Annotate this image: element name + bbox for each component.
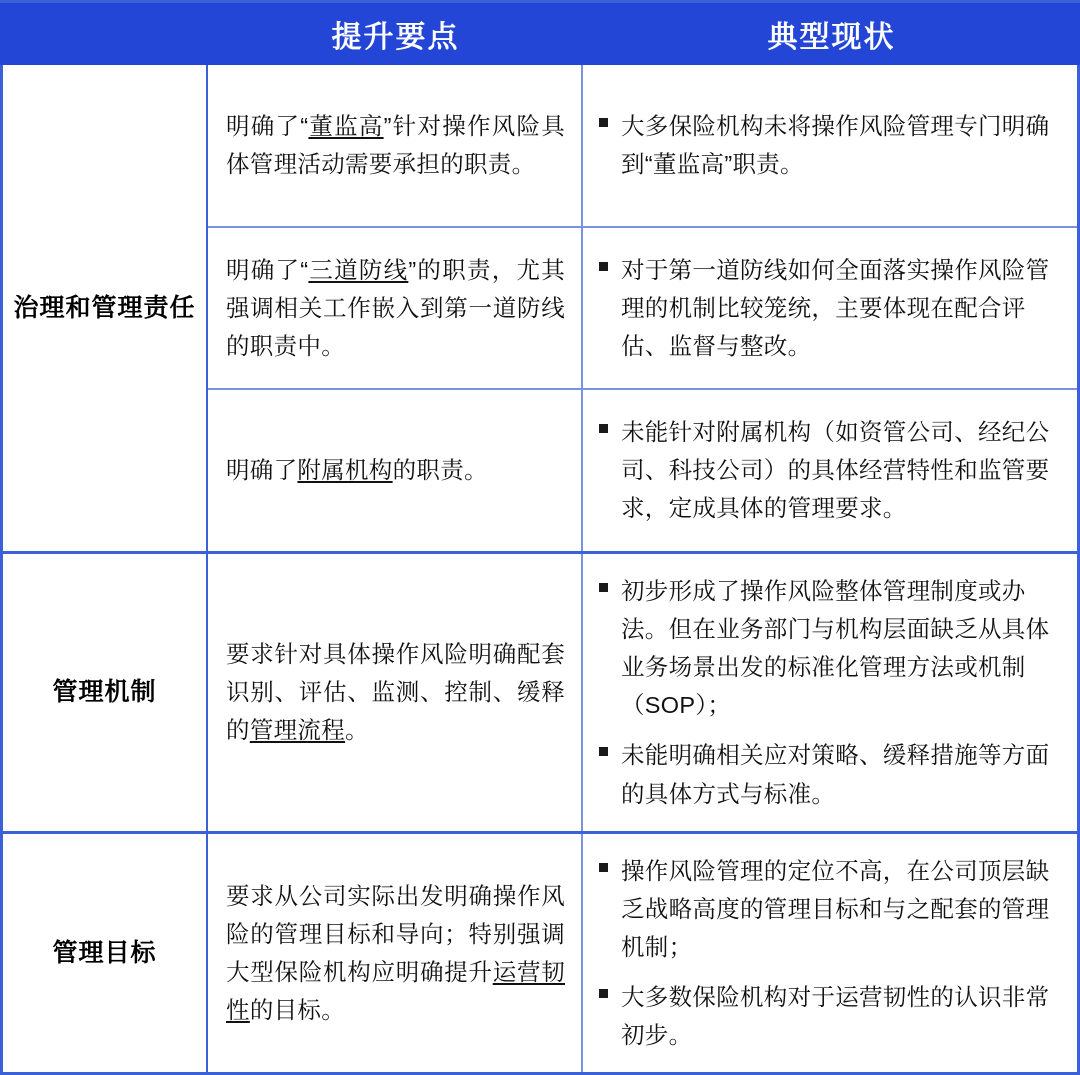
table-row-group bbox=[0, 551, 1080, 832]
improvement-point-cell bbox=[208, 390, 583, 551]
improvement-point-cell bbox=[208, 228, 583, 389]
table-body bbox=[0, 65, 1080, 1072]
typical-status-cell bbox=[583, 65, 1077, 226]
group-rows bbox=[208, 834, 1080, 1072]
point-prefix: 明确了“ bbox=[226, 113, 309, 140]
status-bullet-text: 对于第一道防线如何全面落实操作风险管理的机制比较笼统，主要体现在配合评估、监督与整改。 bbox=[621, 256, 1050, 359]
status-bullet-text: 初步形成了操作风险整体管理制度或办法。但在业务部门与机构层面缺乏从具体业务场景出发的标准化管理方法或机制（SOP）； bbox=[621, 578, 1050, 719]
category-cell bbox=[0, 65, 208, 551]
list-item bbox=[599, 978, 1063, 1054]
header-cell-improvement-points: 提升要点 bbox=[331, 21, 460, 54]
square-bullet-icon bbox=[599, 978, 621, 1006]
improvement-point-cell bbox=[208, 554, 583, 832]
status-bullet-text: 未能针对附属机构（如资管公司、经纪公司、科技公司）的具体经营特性和监管要求，定成具体的管理要求。 bbox=[621, 419, 1050, 522]
improvement-point-text bbox=[226, 451, 488, 489]
category-cell bbox=[0, 834, 208, 1072]
square-bullet-icon bbox=[599, 413, 621, 441]
improvement-point-cell bbox=[208, 834, 583, 1072]
status-bullet-text: 操作风险管理的定位不高，在公司顶层缺乏战略高度的管理目标和与之配套的管理机制； bbox=[621, 857, 1050, 961]
status-bullet-text: 大多数保险机构对于运营韧性的认识非常初步。 bbox=[621, 984, 1050, 1049]
improvement-point-cell bbox=[208, 65, 583, 226]
status-bullet-text: 未能明确相关应对策略、缓释措施等方面的具体方式与标准。 bbox=[621, 742, 1050, 807]
table-row bbox=[208, 388, 1077, 551]
point-keyword: 三道防线 bbox=[308, 256, 409, 283]
header-cell-typical-status: 典型现状 bbox=[767, 21, 896, 54]
typical-status-cell bbox=[583, 834, 1077, 1072]
typical-status-cell bbox=[583, 554, 1077, 832]
category-label: 管理目标 bbox=[52, 938, 157, 967]
point-suffix: 的目标。 bbox=[249, 997, 346, 1024]
point-suffix: 的职责。 bbox=[392, 457, 488, 484]
header-cell-category bbox=[0, 3, 208, 65]
list-item bbox=[599, 413, 1063, 527]
status-bullet-text: 大多保险机构未将操作风险管理专门明确到“董监高”职责。 bbox=[621, 113, 1050, 178]
square-bullet-icon bbox=[599, 852, 621, 880]
point-prefix: 要求针对具体操作风险明确配套识别、评估、监测、控制、缓释的 bbox=[226, 641, 565, 744]
point-keyword: 附属机构 bbox=[297, 457, 393, 484]
list-item bbox=[599, 251, 1063, 365]
category-label: 治理和管理责任 bbox=[13, 293, 196, 322]
point-suffix: 。 bbox=[345, 717, 369, 744]
square-bullet-icon bbox=[599, 107, 621, 135]
square-bullet-icon bbox=[599, 251, 621, 279]
typical-status-cell bbox=[583, 228, 1077, 389]
table-row-group bbox=[0, 65, 1080, 551]
point-keyword: 董监高 bbox=[308, 113, 384, 140]
point-prefix: 明确了 bbox=[226, 457, 298, 484]
point-prefix: 明确了“ bbox=[226, 256, 309, 283]
table-header-row bbox=[0, 3, 1080, 65]
improvement-point-text bbox=[226, 877, 565, 1029]
table-row bbox=[208, 554, 1077, 832]
list-item bbox=[599, 852, 1063, 966]
group-rows bbox=[208, 65, 1080, 551]
point-keyword: 管理流程 bbox=[249, 717, 346, 744]
category-label: 管理机制 bbox=[52, 678, 157, 707]
improvement-point-text bbox=[226, 635, 565, 749]
table-row bbox=[208, 226, 1077, 389]
typical-status-cell bbox=[583, 390, 1077, 551]
table-row-group bbox=[0, 831, 1080, 1072]
category-cell bbox=[0, 554, 208, 832]
square-bullet-icon bbox=[599, 736, 621, 764]
point-suffix: ”的职责，尤其强调相关工作嵌入到第一道防线的职责中。 bbox=[226, 256, 565, 359]
table-row bbox=[208, 65, 1077, 226]
table-row bbox=[208, 834, 1077, 1072]
list-item bbox=[599, 572, 1063, 724]
group-rows bbox=[208, 554, 1080, 832]
point-keyword: 运营韧性 bbox=[226, 959, 565, 1024]
list-item bbox=[599, 107, 1063, 183]
improvement-point-text bbox=[226, 251, 565, 365]
list-item bbox=[599, 736, 1063, 812]
square-bullet-icon bbox=[599, 572, 621, 600]
point-suffix: ”针对操作风险具体管理活动需要承担的职责。 bbox=[226, 113, 565, 178]
improvement-point-text bbox=[226, 107, 565, 183]
point-prefix: 要求从公司实际出发明确操作风险的管理目标和导向；特别强调大型保险机构应明确提升 bbox=[226, 882, 565, 986]
